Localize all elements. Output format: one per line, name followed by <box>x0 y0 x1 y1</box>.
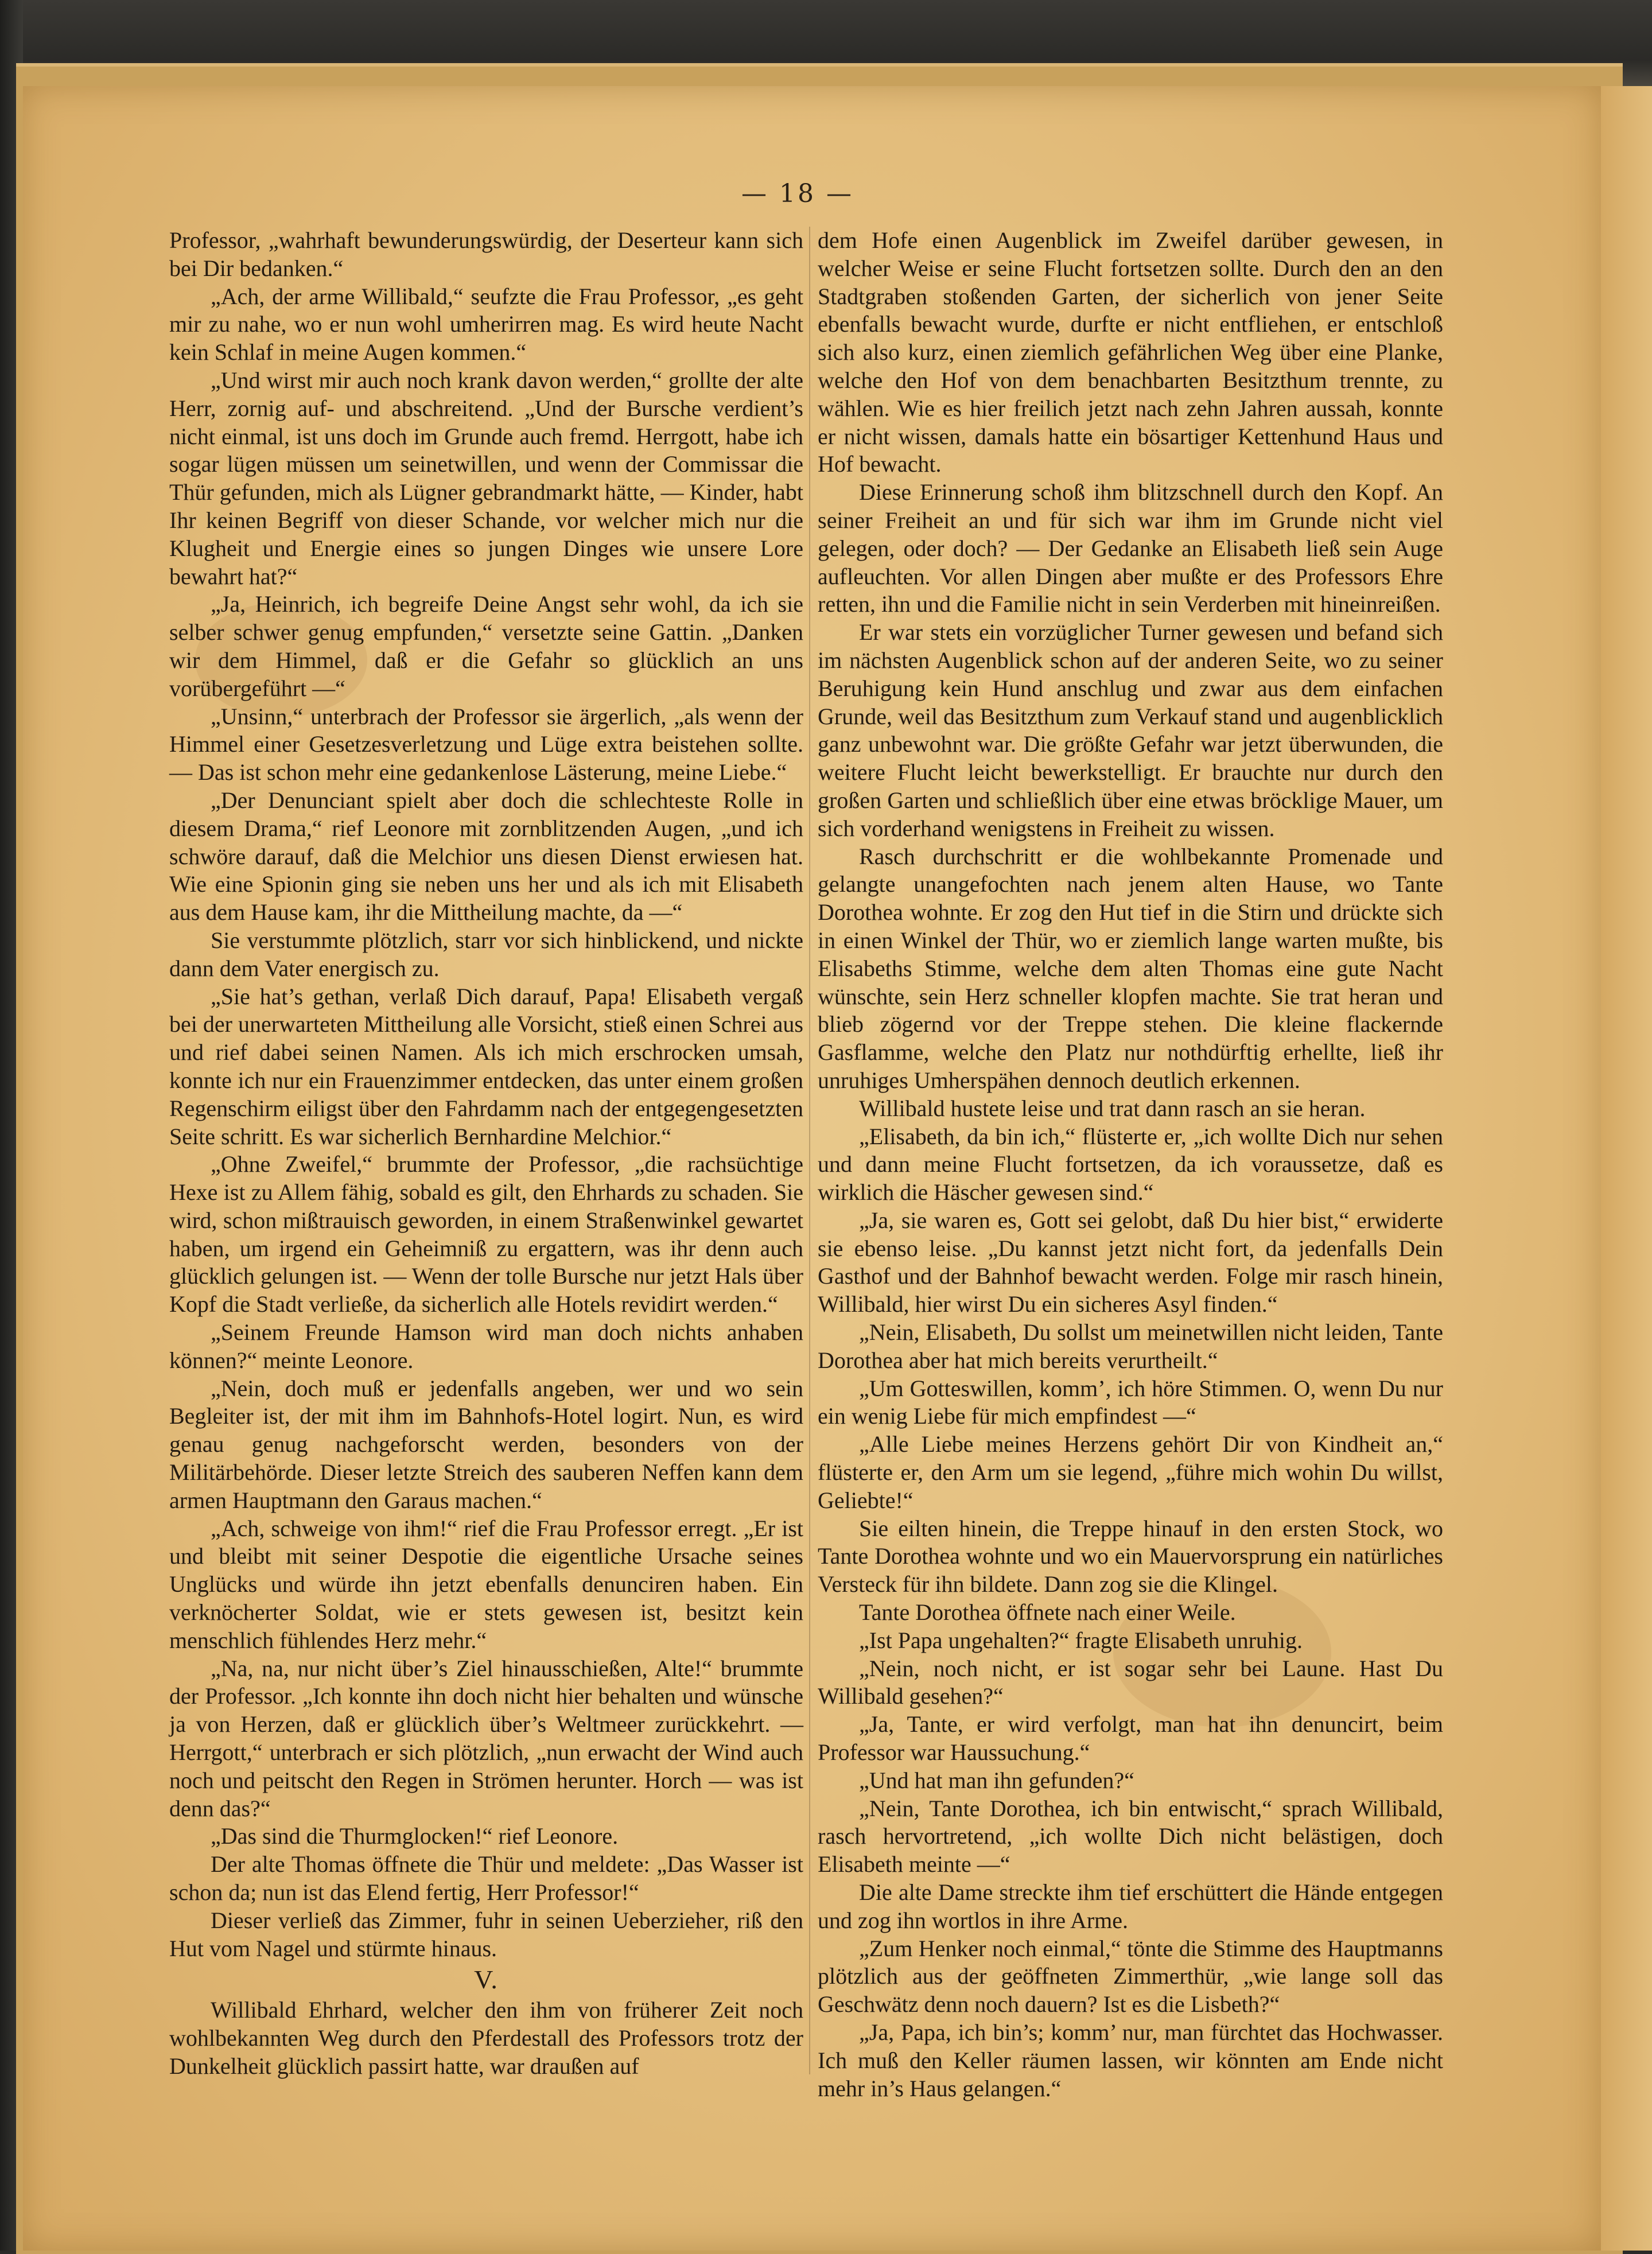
right-column <box>818 227 1443 2103</box>
paragraph: „Ja, Tante, er wird verfolgt, man hat ihn denuncirt, beim Professor war Haussuchung.“ <box>818 1711 1443 1766</box>
paragraph: „Nein, Elisabeth, Du sollst um meinetwillen nicht leiden, Tante Dorothea aber hat mich bereits verurtheilt.“ <box>818 1319 1443 1373</box>
paragraph: „Nein, doch muß er jedenfalls angeben, wer und wo sein Begleiter ist, der mit ihm im Bahnhofs-Hotel logirt. Nun, es wird genau genug nachgeforscht werden, besonders von der Militärbehörde. Dieser letzte Streich des sauberen Neffen kann dem armen Hauptmann den Garaus machen.“ <box>169 1375 803 1513</box>
paragraph: „Ist Papa ungehalten?“ fragte Elisabeth unruhig. <box>859 1627 1303 1653</box>
paragraph: „Seinem Freunde Hamson wird man doch nichts anhaben können?“ meinte Leonore. <box>169 1319 803 1373</box>
paragraph: „Zum Henker noch einmal,“ tönte die Stimme des Hauptmanns plötzlich aus der geöffneten Zimmerthür, „wie lange soll das Geschwätz denn noch dauern? Ist es die Lisbeth?“ <box>818 1935 1443 2018</box>
column-divider <box>809 227 810 2074</box>
paragraph: Die alte Dame streckte ihm tief erschüttert die Hände entgegen und zog ihn wortlos in ihre Arme. <box>818 1879 1443 1933</box>
paragraph: „Nein, noch nicht, er ist sogar sehr bei Laune. Hast Du Willibald gesehen?“ <box>818 1655 1443 1709</box>
paragraph: Sie verstummte plötzlich, starr vor sich hinblickend, und nickte dann dem Vater energisch zu. <box>169 927 803 981</box>
paragraph: Willibald hustete leise und trat dann rasch an sie heran. <box>859 1095 1366 1121</box>
paragraph: „Sie hat’s gethan, verlaß Dich darauf, Papa! Elisabeth vergaß bei der unerwarteten Mittheilung alle Vorsicht, stieß einen Schrei aus und rief dabei seinen Namen. Als ich mich erschrocken umsah, konnte ich nur ein Frauenzimmer entdecken, das unter einem großen Regenschirm eiligst über den Fahrdamm nach der entgegengesetzten Seite schritt. Es war sicherlich Bernhardine Melchior.“ <box>169 983 803 1149</box>
paragraph: „Ach, schweige von ihm!“ rief die Frau Professor erregt. „Er ist und bleibt mit seiner Despotie die eigentliche Ursache seines Unglücks und würde ihn jetzt ebenfalls denunciren haben. Ein verknöcherter Soldat, wie er stets gewesen ist, besitzt kein menschlich fühlendes Herz mehr.“ <box>169 1515 803 1653</box>
page-number: — 18 — <box>741 179 854 208</box>
paragraph: „Und hat man ihn gefunden?“ <box>859 1767 1134 1793</box>
paragraph: Diese Erinnerung schoß ihm blitzschnell durch den Kopf. An seiner Freiheit an und für sich war ihm im Grunde nicht viel gelegen, oder doch? — Der Gedanke an Elisabeth ließ sein Auge aufleuchten. Vor allen Dingen aber mußte er des Professors Ehre retten, ihn und die Familie nicht in sein Verderben mit hineinreißen. <box>818 479 1443 617</box>
paragraph: „Alle Liebe meines Herzens gehört Dir von Kindheit an,“ flüsterte er, den Arm um sie legend, „führe mich wohin Du willst, Geliebte!“ <box>818 1431 1443 1513</box>
paragraph: „Na, na, nur nicht über’s Ziel hinausschießen, Alte!“ brummte der Professor. „Ich konnte ihn doch nicht hier behalten und wünsche ja von Herzen, daß er glücklich über’s Weltmeer zurückkehrt. — Herrgott,“ unterbrach er sich plötzlich, „nun erwacht der Wind auch noch und peitscht den Regen in Strömen herunter. Horch — was ist denn das?“ <box>169 1655 803 1821</box>
paragraph: Sie eilten hinein, die Treppe hinauf in den ersten Stock, wo Tante Dorothea wohnte und wo ein Mauervorsprung ein natürliches Versteck für ihn bildete. Dann zog sie die Klingel. <box>818 1515 1443 1598</box>
paragraph: „Der Denunciant spielt aber doch die schlechteste Rolle in diesem Drama,“ rief Leonore mit zornblitzenden Augen, „und ich schwöre darauf, daß die Melchior uns diesen Dienst erwiesen hat. Wie eine Spionin ging sie neben uns her und als ich mit Elisabeth aus dem Hause kam, ihr die Mittheilung machte, da —“ <box>169 787 803 926</box>
left-column <box>169 227 803 2081</box>
paragraph: „Ja, Heinrich, ich begreife Deine Angst sehr wohl, da ich sie selber schwer genug empfunden,“ versetzte seine Gattin. „Danken wir dem Himmel, daß er die Gefahr so glücklich an uns vorübergeführt —“ <box>169 591 803 701</box>
paragraph: Er war stets ein vorzüglicher Turner gewesen und befand sich im nächsten Augenblick schon auf der anderen Seite, wo zu seiner Beruhigung kein Hund anschlug und zwar aus dem einfachen Grunde, weil das Besitzthum zum Verkauf stand und augenblicklich ganz unbewohnt war. Die größte Gefahr war jetzt überwunden, die weitere Flucht leicht bewerkstelligt. Er brauchte nur durch den großen Garten und schließlich über eine etwas bröcklige Mauer, um sich vorderhand wenigstens in Freiheit zu wissen. <box>818 619 1443 841</box>
paragraph: Dieser verließ das Zimmer, fuhr in seinen Ueberzieher, riß den Hut vom Nagel und stürmte hinaus. <box>169 1907 803 1961</box>
paragraph: „Ja, sie waren es, Gott sei gelobt, daß Du hier bist,“ erwiderte sie ebenso leise. „Du kannst jetzt nicht fort, da jedenfalls Dein Gasthof und der Bahnhof bewacht werden. Folge mir rasch hinein, Willibald, hier wirst Du ein sicheres Asyl finden.“ <box>818 1207 1443 1318</box>
paragraph: „Und wirst mir auch noch krank davon werden,“ grollte der alte Herr, zornig auf- und abschreitend. „Und der Bursche verdient’s nicht einmal, ist uns doch im Grunde auch fremd. Herrgott, habe ich sogar lügen müssen um seinetwillen, und wenn der Commissar die Thür gefunden, mich als Lügner gebrandmarkt hätte, — Kinder, habt Ihr keinen Begriff von dieser Schande, vor welcher mich nur die Klugheit und Energie eines so jungen Dinges wie unsere Lore bewahrt hat?“ <box>169 367 803 589</box>
paragraph: Der alte Thomas öffnete die Thür und meldete: „Das Wasser ist schon da; nun ist das Elend fertig, Herr Professor!“ <box>169 1851 803 1906</box>
paragraph: Rasch durchschritt er die wohlbekannte Promenade und gelangte unangefochten nach jenem alten Hause, wo Tante Dorothea wohnte. Er zog den Hut tief in die Stirn und drückte sich in einen Winkel der Thür, wo er ziemlich lange warten mußte, bis Elisabeths Stimme, welche dem alten Thomas eine gute Nacht wünschte, sein Herz schneller klopfen machte. Sie trat heran und blieb zögernd vor der Treppe stehen. Die kleine flackernde Gasflamme, welche den Platz nur nothdürftig erhellte, ließ ihr unruhiges Umherspähen dennoch deutlich erkennen. <box>818 843 1443 1093</box>
paragraph: „Das sind die Thurmglocken!“ rief Leonore. <box>211 1823 619 1849</box>
paragraph: Tante Dorothea öffnete nach einer Weile. <box>859 1599 1236 1626</box>
paragraph: „Nein, Tante Dorothea, ich bin entwischt,“ sprach Willibald, rasch hervortretend, „ich wollte Dich nicht belästigen, doch Elisabeth meinte —“ <box>818 1795 1443 1878</box>
paragraph: Willibald Ehrhard, welcher den ihm von früherer Zeit noch wohlbekannten Weg durch den Pferdestall des Professors trotz der Dunkelheit glücklich passirt hatte, war draußen auf <box>169 1997 803 2079</box>
paragraph: „Ohne Zweifel,“ brummte der Professor, „die rachsüchtige Hexe ist zu Allem fähig, sobald es gilt, den Ehrhards zu schaden. Sie wird, schon mißtrauisch geworden, in einem Straßenwinkel gewartet haben, um irgend ein Geheimniß zu ergattern, was ihr denn auch glücklich gelungen ist. — Wenn der tolle Bursche nur jetzt Hals über Kopf die Stadt verließe, da sicherlich alle Hotels revidirt werden.“ <box>169 1151 803 1318</box>
chapter-heading: V. <box>474 1965 499 1995</box>
paragraph: dem Hofe einen Augenblick im Zweifel darüber gewesen, in welcher Weise er seine Flucht fortsetzen sollte. Durch den an den Stadtgraben stoßenden Garten, der sicherlich von jener Seite ebenfalls bewacht wurde, durfte er nicht entfliehen, er entschloß sich also kurz, einen ziemlich gefährlichen Weg über eine Planke, welche den Hof von dem benachbarten Besitzthum trennte, zu wählen. Wie es hier freilich jetzt nach zehn Jahren aussah, konnte er nicht wissen, damals hatte ein bösartiger Kettenhund Haus und Hof bewacht. <box>818 227 1443 477</box>
paragraph: Professor, „wahrhaft bewunderungswürdig, der Deserteur kann sich bei Dir bedanken.“ <box>169 227 803 281</box>
paragraph: „Ja, Papa, ich bin’s; komm’ nur, man fürchtet das Hochwasser. Ich muß den Keller räumen lassen, wir könnten am Ende nicht mehr in’s Haus gelangen.“ <box>818 2019 1443 2101</box>
paragraph: „Ach, der arme Willibald,“ seufzte die Frau Professor, „es geht mir zu nahe, wo er nun wohl umherirren mag. Es wird heute Nacht kein Schlaf in meine Augen kommen.“ <box>169 283 803 366</box>
next-page-edge <box>1601 86 1652 2251</box>
paragraph: „Elisabeth, da bin ich,“ flüsterte er, „ich wollte Dich nur sehen und dann meine Flucht fortsetzen, da ich voraussetze, daß es wirklich die Häscher gewesen sind.“ <box>818 1123 1443 1206</box>
paragraph: „Um Gotteswillen, komm’, ich höre Stimmen. O, wenn Du nur ein wenig Liebe für mich empfindest —“ <box>818 1375 1443 1429</box>
paragraph: „Unsinn,“ unterbrach der Professor sie ärgerlich, „als wenn der Himmel einer Gesetzesverletzung und Lüge extra beistehen sollte. — Das ist schon mehr eine gedankenlose Lästerung, meine Liebe.“ <box>169 703 803 786</box>
